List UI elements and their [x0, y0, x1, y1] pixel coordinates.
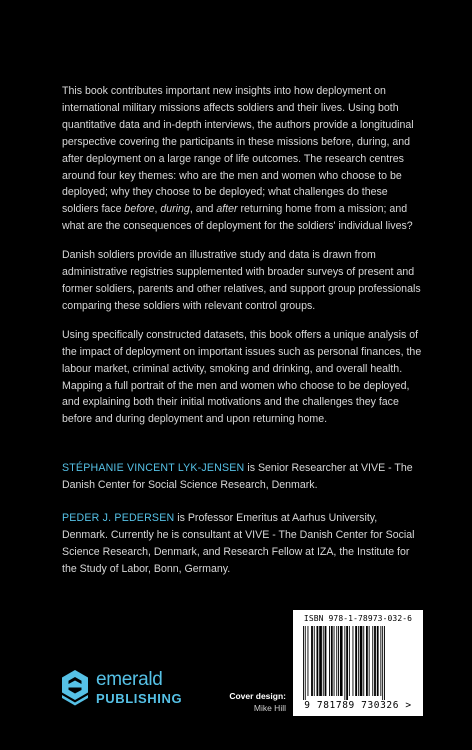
barcode-bar — [323, 626, 324, 696]
barcode-bar — [349, 626, 350, 696]
barcode-bar — [353, 626, 354, 696]
barcode-bar — [363, 626, 364, 696]
emerald-logo-mark-icon — [60, 669, 90, 711]
author-bio-2 — [62, 510, 422, 578]
isbn-text: ISBN 978-1-78973-032-6 — [303, 614, 413, 623]
barcode-bar — [358, 626, 359, 696]
barcode-bar — [377, 626, 379, 696]
barcode-bar — [311, 626, 313, 696]
blurb-paragraph-2: Danish soldiers provide an illustrative study and data is drawn from administrative registries supplemented with broader surveys of present and former soldiers, parents and other relatives, and support group professionals comparing these soldiers with relevant control groups. — [62, 249, 421, 312]
emphasis-after: after — [216, 203, 238, 216]
barcode-bar — [380, 626, 381, 696]
barcode-bar — [314, 626, 315, 696]
publisher-word-emerald: emerald — [96, 669, 163, 690]
isbn-barcode — [293, 610, 423, 716]
barcode-bar — [372, 626, 373, 696]
cover-design-label: Cover design: — [229, 691, 286, 701]
author-name: STÉPHANIE VINCENT LYK-JENSEN — [62, 462, 245, 474]
back-cover-blurb — [62, 83, 422, 440]
author-name: PEDER J. PEDERSEN — [62, 511, 175, 524]
barcode-bar — [303, 626, 304, 700]
barcode-bar — [334, 626, 335, 696]
barcode-bar — [331, 626, 333, 696]
barcode-bar — [319, 626, 322, 696]
publisher-logo — [60, 669, 190, 713]
barcode-bar — [305, 626, 306, 700]
barcode-bar — [329, 626, 330, 696]
blurb-paragraph-1 — [62, 83, 422, 235]
barcode-number: 9 781789 730326 > — [304, 700, 412, 711]
barcode-bar — [369, 626, 370, 696]
barcode-bar — [355, 626, 357, 696]
barcode-bar — [338, 626, 339, 696]
emphasis-before: before — [124, 203, 155, 216]
barcode-bar — [325, 626, 327, 696]
publisher-word-publishing: PUBLISHING — [96, 691, 183, 706]
barcode-bar — [344, 626, 345, 700]
author-bio-text: is Senior Researcher at VIVE - The Danish Center for Social Science Research, Denmark. — [62, 462, 413, 491]
barcode-bar — [374, 626, 376, 696]
author-bios — [62, 460, 422, 593]
cover-designer-name: Mike Hill — [253, 703, 286, 713]
barcode-bar — [308, 626, 309, 696]
blurb-separator: , and — [189, 203, 217, 216]
barcode-bar — [360, 626, 363, 696]
author-bio-text: is Professor Emeritus at Aarhus University, Denmark. Currently he is consultant at VIVE - The Danish Center for Social Science Research, Denmark, and Research Fellow at IZA, the Institute for the Study of Labor, Bonn, Germany. — [62, 511, 415, 575]
emphasis-during: during — [160, 203, 190, 216]
barcode-bar — [382, 626, 383, 700]
cover-design-credit — [196, 690, 286, 714]
blurb-separator: , — [154, 203, 161, 216]
barcode-bar — [340, 626, 343, 696]
blurb-paragraph-3: Using specifically constructed datasets, this book offers a unique analysis of the impact of deployment on important issues such as personal finances, the labour market, criminal activity, smoking and drinking, and overall health. Mapping a full portrait of the men and women who choose to be deployed, and explaining both their initial motivations and the challenges they face before and during deployment and upon returning home. — [62, 328, 422, 426]
barcode-bar — [384, 626, 385, 700]
author-bio-1 — [62, 460, 422, 494]
blurb-text: This book contributes important new insights into how deployment on international military missions affects soldiers and their lives. Using both quantitative data and in-depth interviews, the authors provide a longitudinal perspective covering the participants in these missions before, during, and after deployment on a large range of life outcomes. The research centres around four key themes: who are the men and women who choose to be deployed; why they choose to be deployed; what challenges do these soldiers face — [62, 85, 414, 216]
blurb-text: returning home from a mission; and what are the consequences of deployment for the soldiers' individual lives? — [62, 203, 413, 233]
barcode-bar — [317, 626, 319, 696]
barcode-bar — [366, 626, 368, 696]
barcode-bar — [336, 626, 337, 696]
barcode-bar — [346, 626, 348, 700]
barcode-bars-icon — [301, 626, 415, 700]
